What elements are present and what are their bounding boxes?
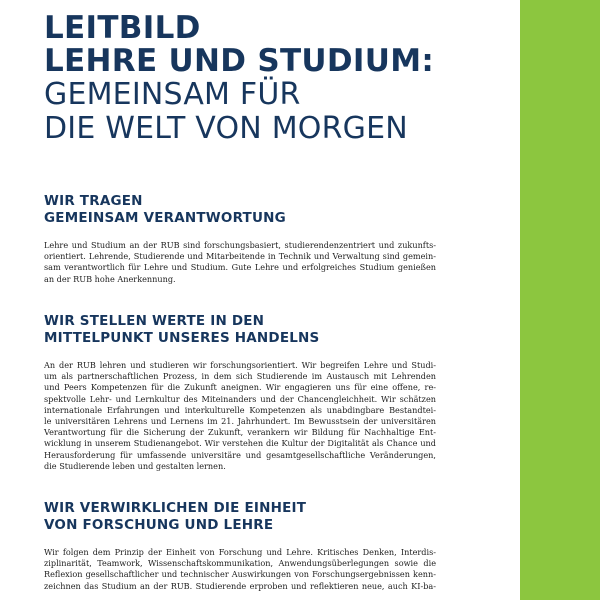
- body-line: internationale Erfahrungen und interkulturelle Kompetenzen als unabdingbare Bestandtei-: [44, 404, 436, 415]
- body-line: Lehre und Studium an der RUB sind forschungsbasiert, studierendenzentriert und zukunfts-: [44, 240, 436, 250]
- heading-line: GEMEINSAM VERANTWORTUNG: [44, 210, 286, 226]
- body-line: an der RUB hohe Anerkennung.: [44, 273, 176, 284]
- heading-line: WIR TRAGEN: [44, 193, 143, 209]
- heading-line: MITTELPUNKT UNSERES HANDELNS: [44, 330, 320, 346]
- body-line: und Peers Kompetenzen für die Zukunft aneignen. Wir engagieren uns für eine offene, re-: [44, 382, 436, 393]
- page-title: [44, 12, 434, 146]
- heading-line: VON FORSCHUNG UND LEHRE: [44, 517, 274, 533]
- body-line: Reflexion gesellschaftlicher und technischer Auswirkungen von Forschungsergebnissen kenn-: [44, 569, 436, 580]
- body-line: orientiert. Lehrende, Studierende und Mitarbeitende in Technik und Verwaltung sind gemein-: [44, 251, 436, 262]
- section-body: [44, 547, 436, 592]
- body-line: Verantwortung für die Sicherung der Zukunft, verankern wir Bildung für Nachhaltige Ent-: [44, 427, 436, 438]
- body-line: spektvolle Lehr- und Lernkultur des Miteinanders und der Chancengleichheit. Wir schätzen: [44, 393, 436, 404]
- body-line: le universitären Lehrens und Lernens im 21. Jahrhundert. Im Bewusstsein der universitären: [44, 416, 436, 427]
- section-heading: [44, 500, 436, 534]
- section-heading: [44, 313, 436, 347]
- title-line-3: GEMEINSAM FÜR: [44, 77, 301, 112]
- title-line-1: LEITBILD: [44, 10, 201, 46]
- section-werte: [44, 313, 436, 472]
- body-line: sam verantwortlich für Lehre und Studium. Gute Lehre und erfolgreiches Studium genießen: [44, 262, 436, 273]
- green-side-bar: [520, 0, 600, 600]
- heading-line: WIR VERWIRKLICHEN DIE EINHEIT: [44, 500, 307, 516]
- body-line: zeichnen das Studium an der RUB. Studierende erproben und reflektieren neue, auch KI-ba-: [44, 580, 436, 591]
- body-line: um als partnerschaftlichen Prozess, in dem sich Studierende im Austausch mit Lehrenden: [44, 371, 436, 382]
- section-verantwortung: [44, 193, 436, 285]
- body-line: Herausforderung für umfassende universitäre und gesamtgesellschaftliche Veränderungen,: [44, 449, 436, 460]
- heading-line: WIR STELLEN WERTE IN DEN: [44, 313, 265, 329]
- body-line: An der RUB lehren und studieren wir forschungsorientiert. Wir begreifen Lehre und Studi-: [44, 360, 436, 370]
- body-line: die Studierende leben und gestalten lernen.: [44, 460, 226, 471]
- section-body: [44, 240, 436, 285]
- body-line: wicklung in unserem Studienangebot. Wir verstehen die Kultur der Digitalität als Chance und: [44, 438, 436, 449]
- section-body: [44, 360, 436, 472]
- section-einheit: [44, 500, 436, 592]
- body-line: ziplinarität, Teamwork, Wissenschaftskommunikation, Anwendungsüberlegungen sowie die: [44, 558, 436, 569]
- section-heading: [44, 193, 436, 227]
- body-line: Wir folgen dem Prinzip der Einheit von Forschung und Lehre. Kritisches Denken, Interdis-: [44, 547, 436, 557]
- title-line-4: DIE WELT VON MORGEN: [44, 111, 408, 146]
- title-line-2: LEHRE UND STUDIUM:: [44, 43, 435, 79]
